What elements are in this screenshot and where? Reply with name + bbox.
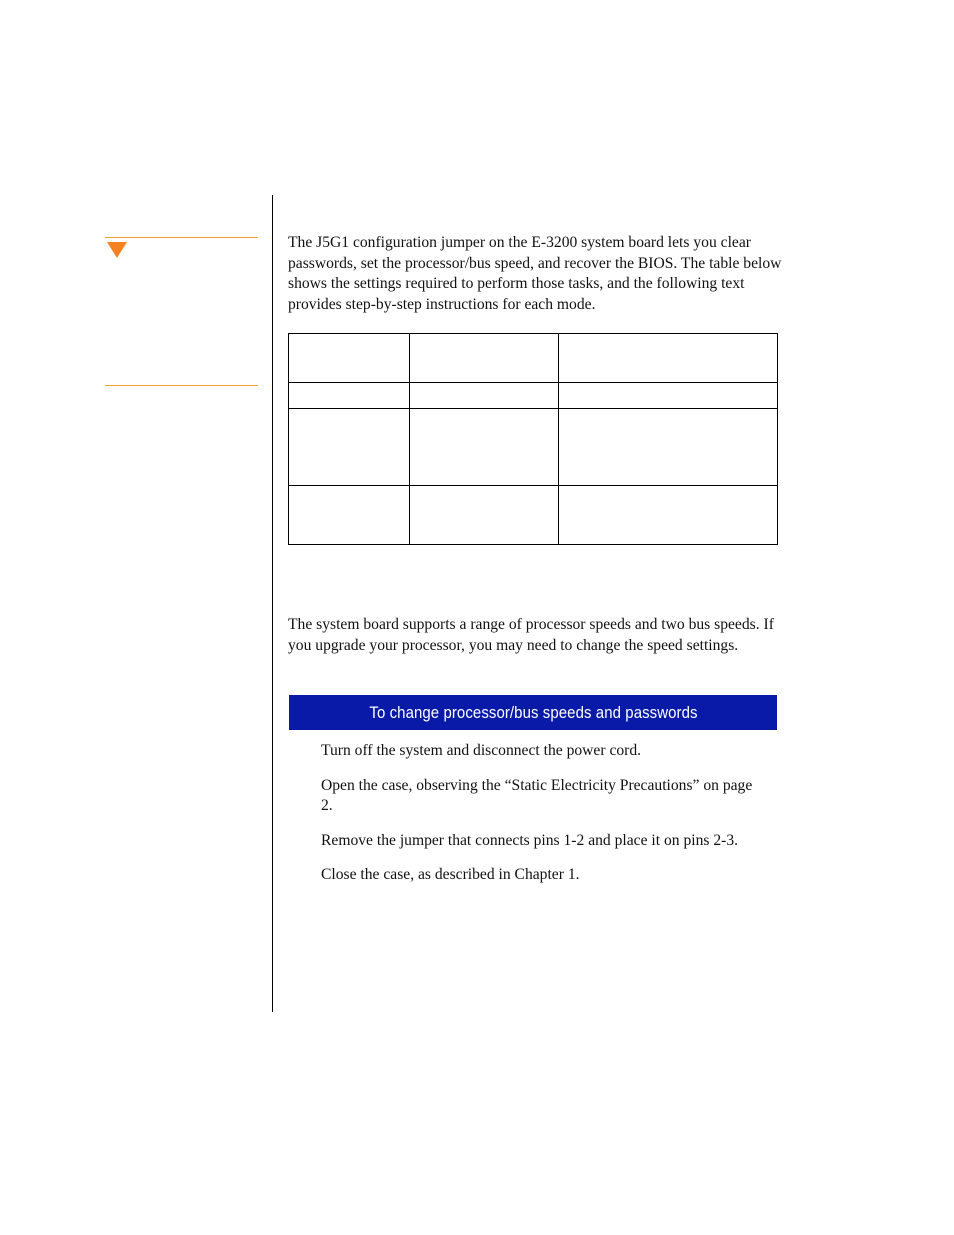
table-row <box>289 383 778 409</box>
procedure-step: Turn off the system and disconnect the power cord. <box>321 742 642 759</box>
procedure-steps <box>321 741 761 900</box>
table-row <box>289 486 778 545</box>
table-cell <box>559 409 778 486</box>
speed-paragraph: The system board supports a range of processor speeds and two bus speeds. If you upgrade your processor, you may need to change the speed settings. <box>288 616 774 654</box>
jumper-settings-table <box>288 333 778 545</box>
warning-triangle-icon <box>107 242 127 258</box>
procedure-step: Remove the jumper that connects pins 1-2 and place it on pins 2-3. <box>321 831 739 849</box>
table-cell <box>410 383 559 409</box>
intro-paragraph: The J5G1 configuration jumper on the E-3200 system board lets you clear passwords, set the processor/bus speed, and recover the BIOS. The table below shows the settings required to perform those tasks, and the following text provides step-by-step instructions for each mode. <box>288 234 782 314</box>
table-row <box>289 409 778 486</box>
procedure-step: Close the case, as described in Chapter 1. <box>321 866 580 883</box>
procedure-step: Open the case, observing the “Static Electricity Precautions” on page 2. <box>321 776 753 814</box>
table-cell <box>410 409 559 486</box>
table-cell <box>559 486 778 545</box>
table-cell <box>410 486 559 545</box>
table-cell <box>289 383 410 409</box>
table-cell <box>289 486 410 545</box>
table-header-cell <box>410 334 559 383</box>
procedure-title: To change processor/bus speeds and passwords <box>368 703 698 722</box>
table-header-cell <box>289 334 410 383</box>
page-vertical-rule <box>272 195 273 1012</box>
table-header-row <box>289 334 778 383</box>
table-cell <box>289 409 410 486</box>
note-bottom-rule <box>105 385 258 386</box>
table-cell <box>559 383 778 409</box>
table-header-cell <box>559 334 778 383</box>
note-top-rule <box>105 237 258 238</box>
procedure-title-banner <box>289 695 777 730</box>
